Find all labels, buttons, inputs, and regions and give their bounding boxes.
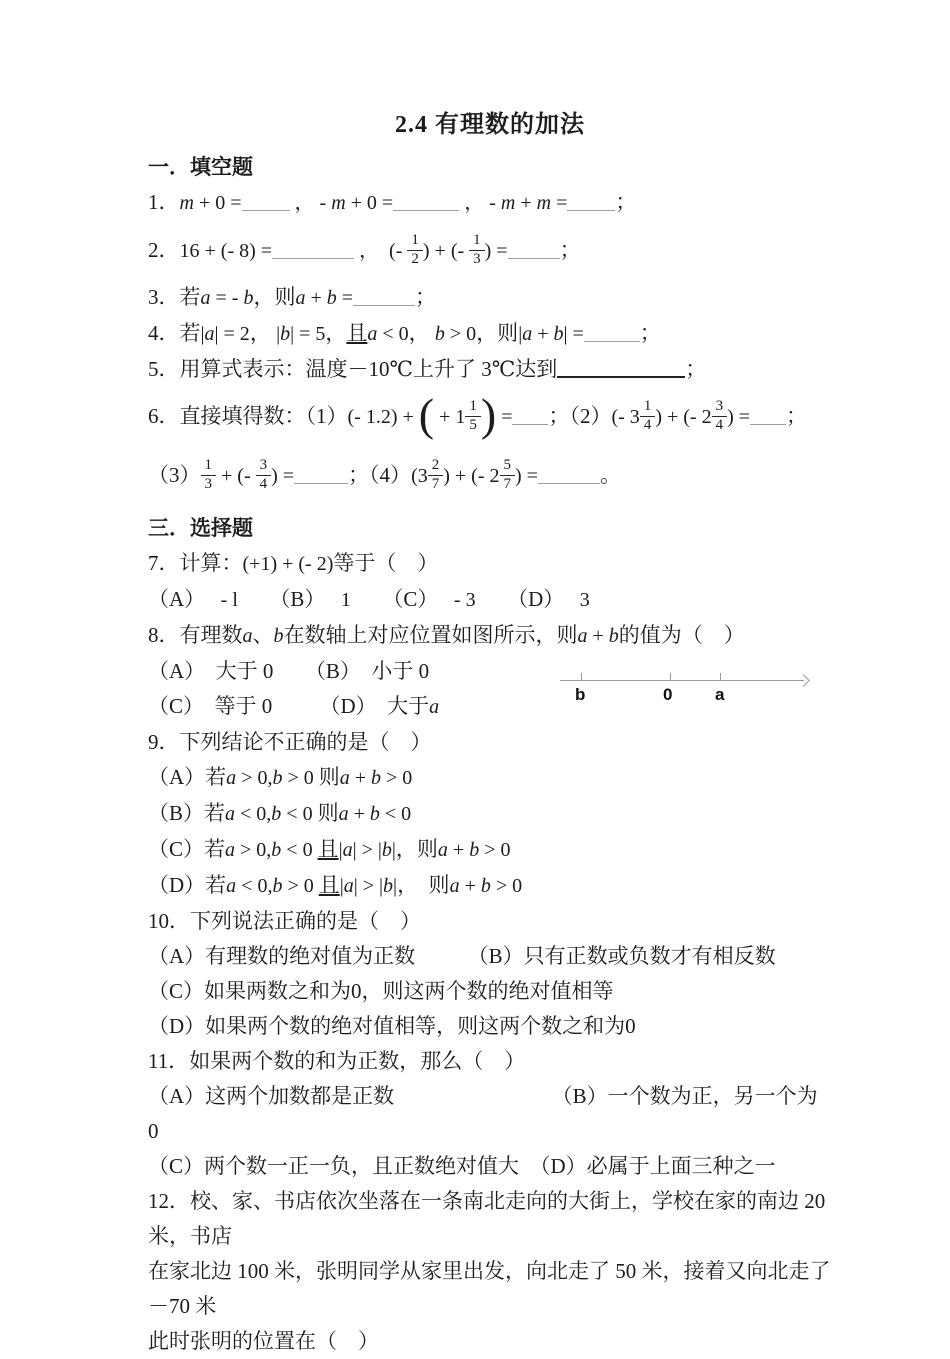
fraction: $\frac{3}{4}$	[712, 398, 728, 434]
question-11-options-ab: （A）这两个加数都是正数 （B）一个数为正，另一个为 0	[148, 1084, 823, 1143]
section-heading-fill-in: 一．填空题	[148, 155, 253, 179]
question-7	[148, 546, 832, 582]
question-1	[148, 185, 832, 221]
number-line-tick-0	[670, 673, 671, 681]
math-text: ；（2）	[548, 404, 612, 428]
math-text: （D）	[475, 587, 575, 611]
math-text: （3）	[148, 463, 201, 487]
math-text: - l	[215, 589, 238, 611]
math-text: （A）	[148, 587, 216, 611]
math-text: 等于（ ）	[333, 551, 439, 575]
math-text: （A） 大于 0 （B） 小于 0	[148, 659, 430, 683]
math-text: b	[280, 323, 291, 345]
math-text: | =	[563, 323, 584, 345]
math-text: ) =	[727, 406, 751, 428]
question-9-option-c	[148, 832, 832, 868]
math-text: 、	[252, 623, 274, 647]
math-text: ，则	[476, 321, 519, 345]
math-text: < 0,	[235, 803, 272, 825]
question-3	[148, 280, 832, 316]
math-text: ，	[325, 321, 347, 345]
math-text: 6．直接填得数：（1）	[148, 404, 348, 428]
answer-blank	[393, 207, 459, 211]
page-title: 2.4 有理数的加法	[395, 112, 585, 138]
math-text: 5．用算式表示：温度－10℃上升了 3℃达到	[148, 357, 558, 381]
math-text: > 0,	[236, 767, 273, 789]
math-text: a	[343, 875, 354, 897]
math-text: +	[587, 625, 609, 647]
math-text: b	[272, 875, 283, 897]
math-text: b	[371, 767, 382, 789]
math-text: a	[242, 625, 253, 647]
math-text: ) =	[271, 465, 295, 487]
math-text: b	[434, 323, 445, 345]
math-text: a	[339, 767, 350, 789]
math-text: 4．若	[148, 321, 201, 345]
math-text: a	[449, 875, 460, 897]
math-text: ， 则	[397, 873, 450, 897]
math-text: = -	[210, 287, 244, 309]
math-text: b	[326, 287, 337, 309]
answer-blank	[508, 255, 560, 259]
math-text: b	[272, 767, 283, 789]
number-line-arrow-icon	[797, 674, 810, 687]
question-10-option-c: （C）如果两数之和为0，则这两个数的绝对值相等	[148, 979, 614, 1003]
answer-blank	[353, 302, 415, 306]
math-text: |	[518, 323, 523, 345]
answer-blank	[512, 421, 548, 425]
math-text: + 0 =	[345, 192, 394, 214]
math-text: =	[496, 406, 513, 428]
math-text: > 0	[282, 767, 319, 789]
question-8-options	[148, 654, 548, 725]
math-text: b	[369, 803, 380, 825]
math-text: 3	[574, 589, 590, 611]
math-text: m	[536, 192, 552, 214]
question-11-options-cd: （C）两个数一正一负，且正数绝对值大 （D）必属于上面三种之一	[148, 1154, 776, 1178]
answer-blank	[557, 373, 685, 378]
math-text: 3．若	[148, 285, 201, 309]
math-text: +	[515, 192, 537, 214]
math-text: > 0	[381, 767, 413, 789]
question-2	[148, 221, 832, 280]
math-text: 且	[346, 321, 368, 345]
math-text: ；	[415, 285, 437, 309]
math-text: |	[393, 875, 398, 897]
math-text: （D）若	[148, 873, 227, 897]
fraction: $\frac{2}{7}$	[428, 457, 444, 493]
math-text: m	[331, 192, 346, 214]
math-text: | > |	[353, 875, 384, 897]
question-10-option-d: （D）如果两个数的绝对值相等，则这两个数之和为0	[148, 1014, 636, 1038]
math-text: ) + (- 2	[443, 465, 500, 487]
math-text: b	[553, 323, 564, 345]
math-text: +	[348, 803, 370, 825]
math-text: ) =	[484, 240, 508, 262]
answer-blank	[567, 207, 615, 211]
question-9-option-a	[148, 760, 832, 796]
section-heading-multiple-choice: 三．选择题	[148, 516, 253, 540]
math-text: ；	[685, 357, 707, 381]
math-text: + 0 =	[193, 192, 242, 214]
math-text: a	[226, 875, 237, 897]
question-9-option-d	[148, 868, 832, 904]
question-9-option-b	[148, 796, 832, 832]
math-text: a	[437, 839, 448, 861]
math-text: ；	[559, 238, 581, 262]
question-7-options	[148, 582, 832, 618]
math-text: 8．有理数	[148, 623, 243, 647]
answer-blank	[242, 207, 290, 211]
question-4	[148, 316, 832, 352]
math-text: < 0	[379, 803, 412, 825]
math-text: 在数轴上对应位置如图所示，则	[283, 623, 578, 647]
math-text: ，	[408, 321, 435, 345]
question-6-part-3-4	[148, 446, 832, 505]
math-text: < 0,	[236, 875, 273, 897]
math-text: （B）	[237, 587, 336, 611]
math-text: 1．	[148, 190, 180, 214]
question-12-line-3: 此时张明的位置在（ ）	[148, 1329, 379, 1353]
question-10: 10．下列说法正确的是（ ）	[148, 909, 421, 933]
number-line-label-a: a	[715, 684, 725, 704]
math-text: ，	[249, 321, 277, 345]
math-text: |	[391, 839, 396, 861]
math-text: +	[305, 287, 327, 309]
math-text: | = 5	[290, 323, 326, 345]
math-text: |	[276, 323, 281, 345]
math-text: (+1) + (- 2)	[242, 553, 334, 575]
question-8	[148, 618, 832, 654]
math-text: 则	[317, 801, 339, 825]
math-text: > 0	[444, 323, 477, 345]
math-text: 的值为（ ）	[618, 623, 745, 647]
fraction: $\frac{1}{5}$	[465, 398, 481, 434]
answer-blank	[538, 480, 600, 484]
answer-blank	[272, 255, 354, 259]
fraction: $\frac{3}{4}$	[256, 457, 272, 493]
math-text: 7．计算：	[148, 551, 243, 575]
math-text: b	[381, 839, 392, 861]
answer-blank	[584, 338, 640, 342]
math-text: b	[608, 625, 619, 647]
math-text: |	[200, 323, 205, 345]
math-text: (- 3	[611, 406, 640, 428]
math-text: |	[338, 839, 343, 861]
math-text: +	[459, 875, 481, 897]
math-text: > 0	[282, 875, 319, 897]
math-text: a	[429, 696, 440, 718]
math-text: ，则	[253, 285, 296, 309]
math-text: - 3	[448, 589, 476, 611]
math-text: m	[179, 192, 194, 214]
math-text: | = 2	[214, 323, 250, 345]
math-text: ) + (- 2	[655, 406, 712, 428]
fraction: $\frac{1}{3}$	[201, 457, 217, 493]
question-12-line-1: 12．校、家、书店依次坐落在一条南北走向的大街上，学校在家的南边 20 米，书店	[148, 1189, 831, 1248]
number-line-label-0: 0	[663, 684, 673, 704]
math-text: m	[500, 192, 516, 214]
math-text: a	[338, 803, 349, 825]
number-line-figure	[560, 659, 810, 721]
math-text: +	[532, 323, 554, 345]
math-text: ；	[615, 190, 637, 214]
number-line-label-b: b	[575, 684, 586, 704]
fraction: $\frac{1}{4}$	[640, 398, 656, 434]
answer-blank	[294, 480, 348, 484]
math-text: + 1	[434, 406, 466, 428]
math-text: ；	[786, 404, 808, 428]
math-text: (3	[411, 465, 428, 487]
question-11: 11．如果两个数的和为正数，那么（ ）	[148, 1049, 526, 1073]
math-text: b	[271, 839, 282, 861]
fraction: $\frac{1}{2}$	[407, 232, 423, 268]
question-5	[148, 352, 832, 387]
math-text: ，则	[395, 837, 438, 861]
math-text: b	[383, 875, 394, 897]
math-text: （B）若	[148, 801, 226, 825]
math-text: a	[200, 287, 211, 309]
math-text: b	[271, 803, 282, 825]
math-text: +	[447, 839, 470, 861]
fraction: $\frac{1}{3}$	[469, 232, 485, 268]
math-text: a	[204, 323, 215, 345]
number-line-tick-a	[720, 673, 721, 681]
math-text: a	[342, 839, 353, 861]
math-text: a	[225, 839, 236, 861]
math-text: ；	[639, 321, 661, 345]
math-text: a	[225, 803, 236, 825]
math-text: 且	[318, 873, 340, 897]
question-10-options-ab: （A）有理数的绝对值为正数 （B）只有正数或负数才有相反数	[148, 944, 776, 968]
question-8-options-ab	[148, 654, 548, 689]
math-text: +	[349, 767, 372, 789]
math-text: （C）	[350, 587, 449, 611]
math-text: =	[336, 287, 354, 309]
math-text: + (-	[216, 465, 256, 487]
question-9: 9．下列结论不正确的是（ ）	[148, 730, 432, 754]
math-text: ) =	[515, 465, 538, 487]
math-text: ， -	[289, 192, 332, 214]
math-text: =	[551, 192, 568, 214]
math-text: （C）若	[148, 837, 226, 861]
math-text: < 0	[281, 839, 318, 861]
math-text: > 0	[490, 875, 523, 897]
question-12-line-2: 在家北边 100 米，张明同学从家里出发，向北走了 50 米，接着又向北走了－70 米	[148, 1259, 831, 1318]
fraction: $\frac{5}{7}$	[500, 457, 516, 493]
math-text: a	[295, 287, 306, 309]
math-text: ) + (-	[422, 240, 470, 262]
math-text: |	[339, 875, 344, 897]
math-text: ；（4）	[348, 463, 412, 487]
math-text: 。	[599, 463, 621, 487]
number-line-axis	[560, 680, 804, 681]
math-text: b	[243, 287, 254, 309]
question-6-part-1-2: 6．直接填得数：（1）(- 1.2) + ( + 1 $\frac{1}{5}$ ) = ；（2）(- 3 $\frac{1}{4}$ ) + (- 2 $\frac{3}{4}$ ) = ；	[148, 389, 808, 441]
math-text: a	[522, 323, 533, 345]
math-text: 16 + (- 8) =	[179, 240, 273, 262]
number-line-tick-b	[581, 673, 582, 681]
math-text: ， -	[459, 192, 501, 214]
math-text: b	[469, 839, 480, 861]
math-text: 2．	[148, 238, 180, 262]
math-text: < 0	[281, 803, 318, 825]
math-text: < 0	[377, 323, 409, 345]
math-text: a	[577, 625, 588, 647]
answer-blank	[750, 421, 786, 425]
math-text: ， (-	[354, 240, 408, 262]
math-text: 1	[335, 589, 351, 611]
math-text: a	[367, 323, 378, 345]
math-text: > 0	[479, 839, 511, 861]
math-text: 且	[317, 837, 339, 861]
math-text: | > |	[352, 839, 382, 861]
math-text: 则	[318, 765, 340, 789]
math-text: b	[273, 625, 284, 647]
math-text: > 0,	[235, 839, 272, 861]
question-8-options-and-figure	[148, 654, 832, 725]
math-text: a	[226, 767, 237, 789]
math-text: b	[480, 875, 491, 897]
question-8-options-cd	[148, 689, 548, 725]
math-text: (- 1.2) +	[347, 406, 419, 428]
math-text: （A）若	[148, 765, 227, 789]
math-text: （C） 等于 0 （D） 大于	[148, 694, 430, 718]
